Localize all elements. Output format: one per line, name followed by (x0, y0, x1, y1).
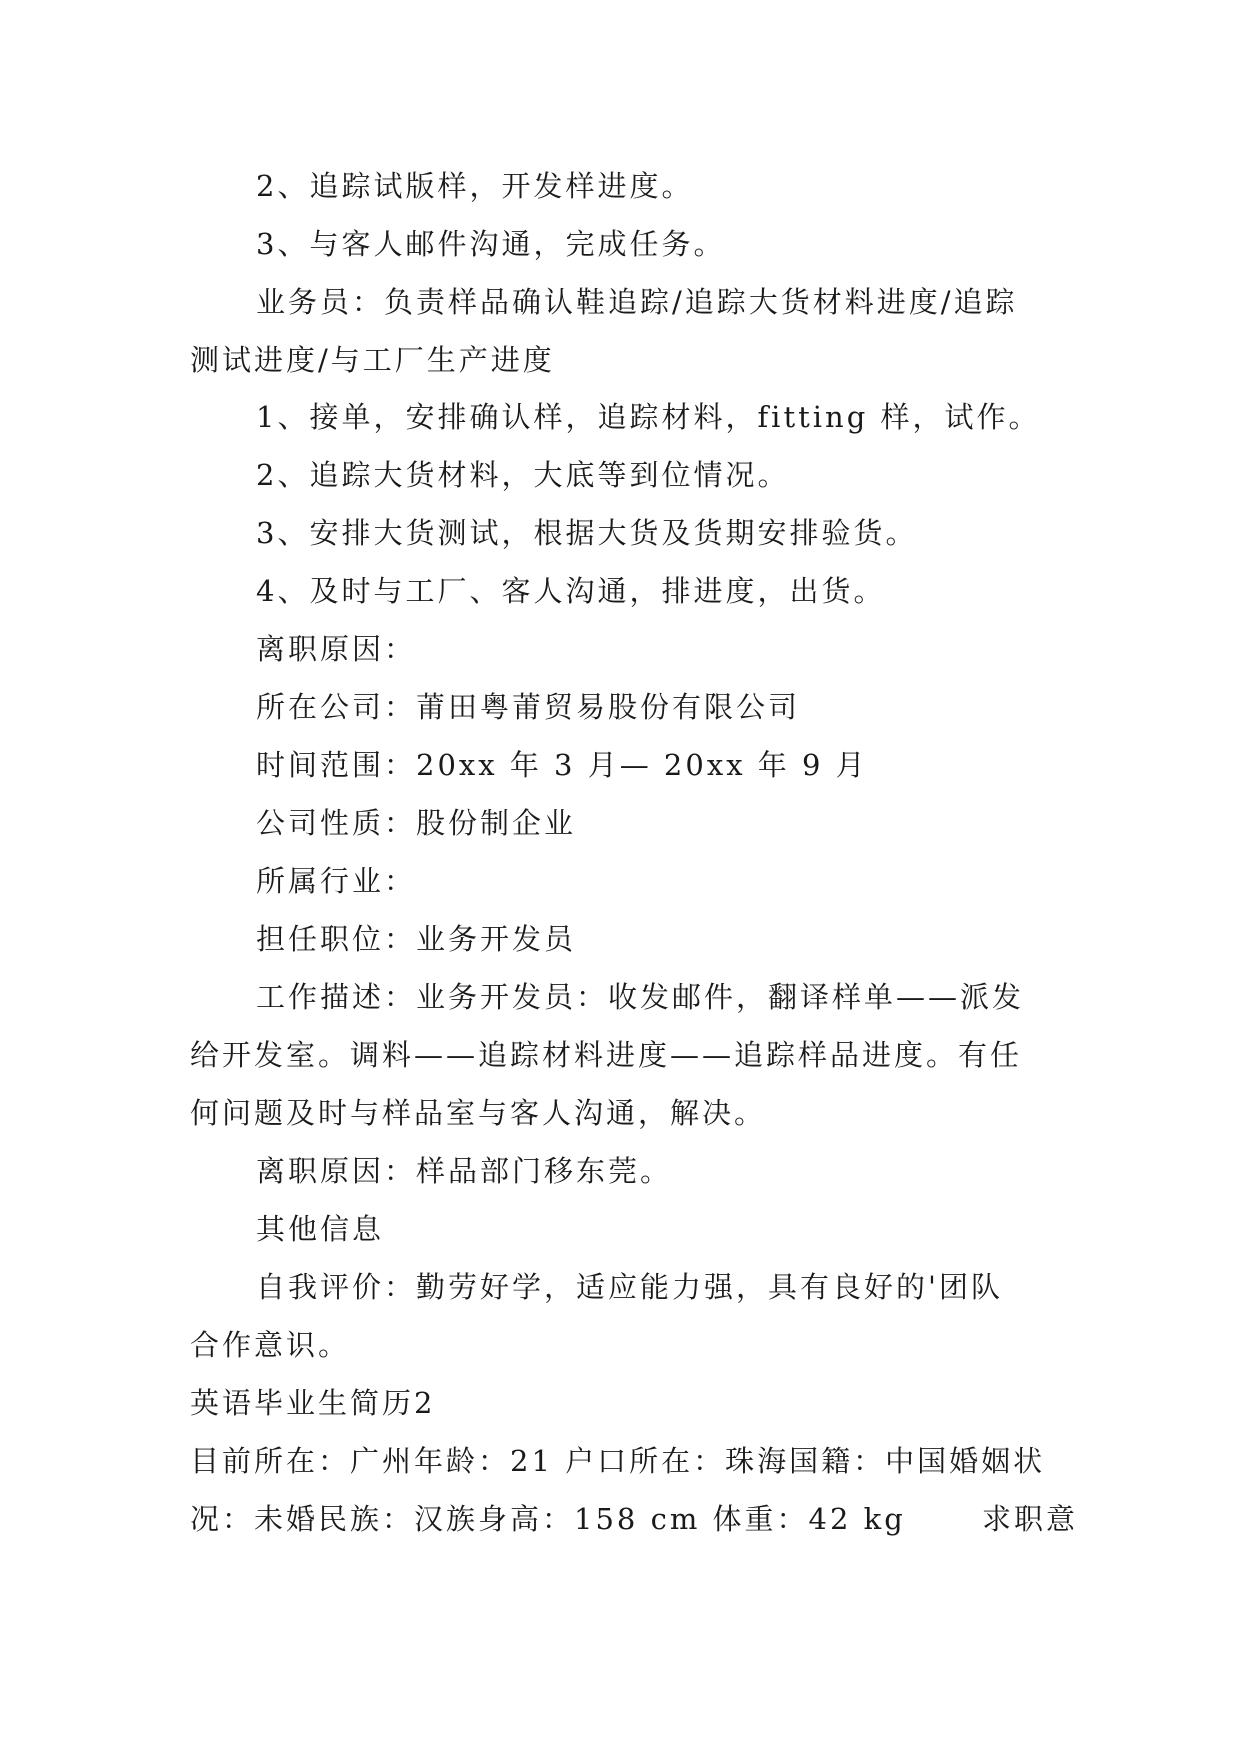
text-line: 测试进度/与工厂生产进度 (190, 343, 555, 377)
text-line: 给开发室。调料——追踪材料进度——追踪样品进度。有任 (190, 1038, 1023, 1072)
text-line: 所属行业： (256, 864, 417, 898)
text-line: 4、及时与工厂、客人沟通，排进度，出货。 (256, 574, 886, 608)
text-line: 离职原因：样品部门移东莞。 (256, 1154, 673, 1188)
text-line: 公司性质：股份制企业 (256, 806, 577, 840)
text-line: 工作描述：业务开发员：收发邮件，翻译样单——派发 (256, 980, 1025, 1014)
text-line: 自我评价：勤劳好学，适应能力强，具有良好的'团队 (256, 1270, 1003, 1304)
text-line: 2、追踪试版样，开发样进度。 (256, 169, 694, 203)
text-line: 离职原因： (256, 632, 417, 666)
text-line: 况：未婚民族：汉族身高：158 cm 体重：42 kg 求职意 (190, 1502, 1079, 1536)
text-line: 其他信息 (256, 1212, 385, 1246)
text-line: 合作意识。 (190, 1328, 351, 1362)
text-line: 担任职位：业务开发员 (256, 922, 577, 956)
section-heading: 英语毕业生简历2 (190, 1386, 436, 1420)
text-line: 所在公司：莆田粤莆贸易股份有限公司 (256, 690, 801, 724)
text-line: 时间范围：20xx 年 3 月— 20xx 年 9 月 (256, 748, 868, 782)
text-line: 目前所在：广州年龄：21 户口所在：珠海国籍：中国婚姻状 (190, 1444, 1046, 1478)
text-line: 2、追踪大货材料，大底等到位情况。 (256, 458, 790, 492)
text-line: 业务员：负责样品确认鞋追踪/追踪大货材料进度/追踪 (256, 285, 1018, 319)
text-line: 何问题及时与样品室与客人沟通，解决。 (190, 1096, 767, 1130)
text-line: 3、与客人邮件沟通，完成任务。 (256, 227, 726, 261)
text-line: 1、接单，安排确认样，追踪材料，fitting 样，试作。 (256, 400, 1041, 434)
text-line: 3、安排大货测试，根据大货及货期安排验货。 (256, 516, 918, 550)
